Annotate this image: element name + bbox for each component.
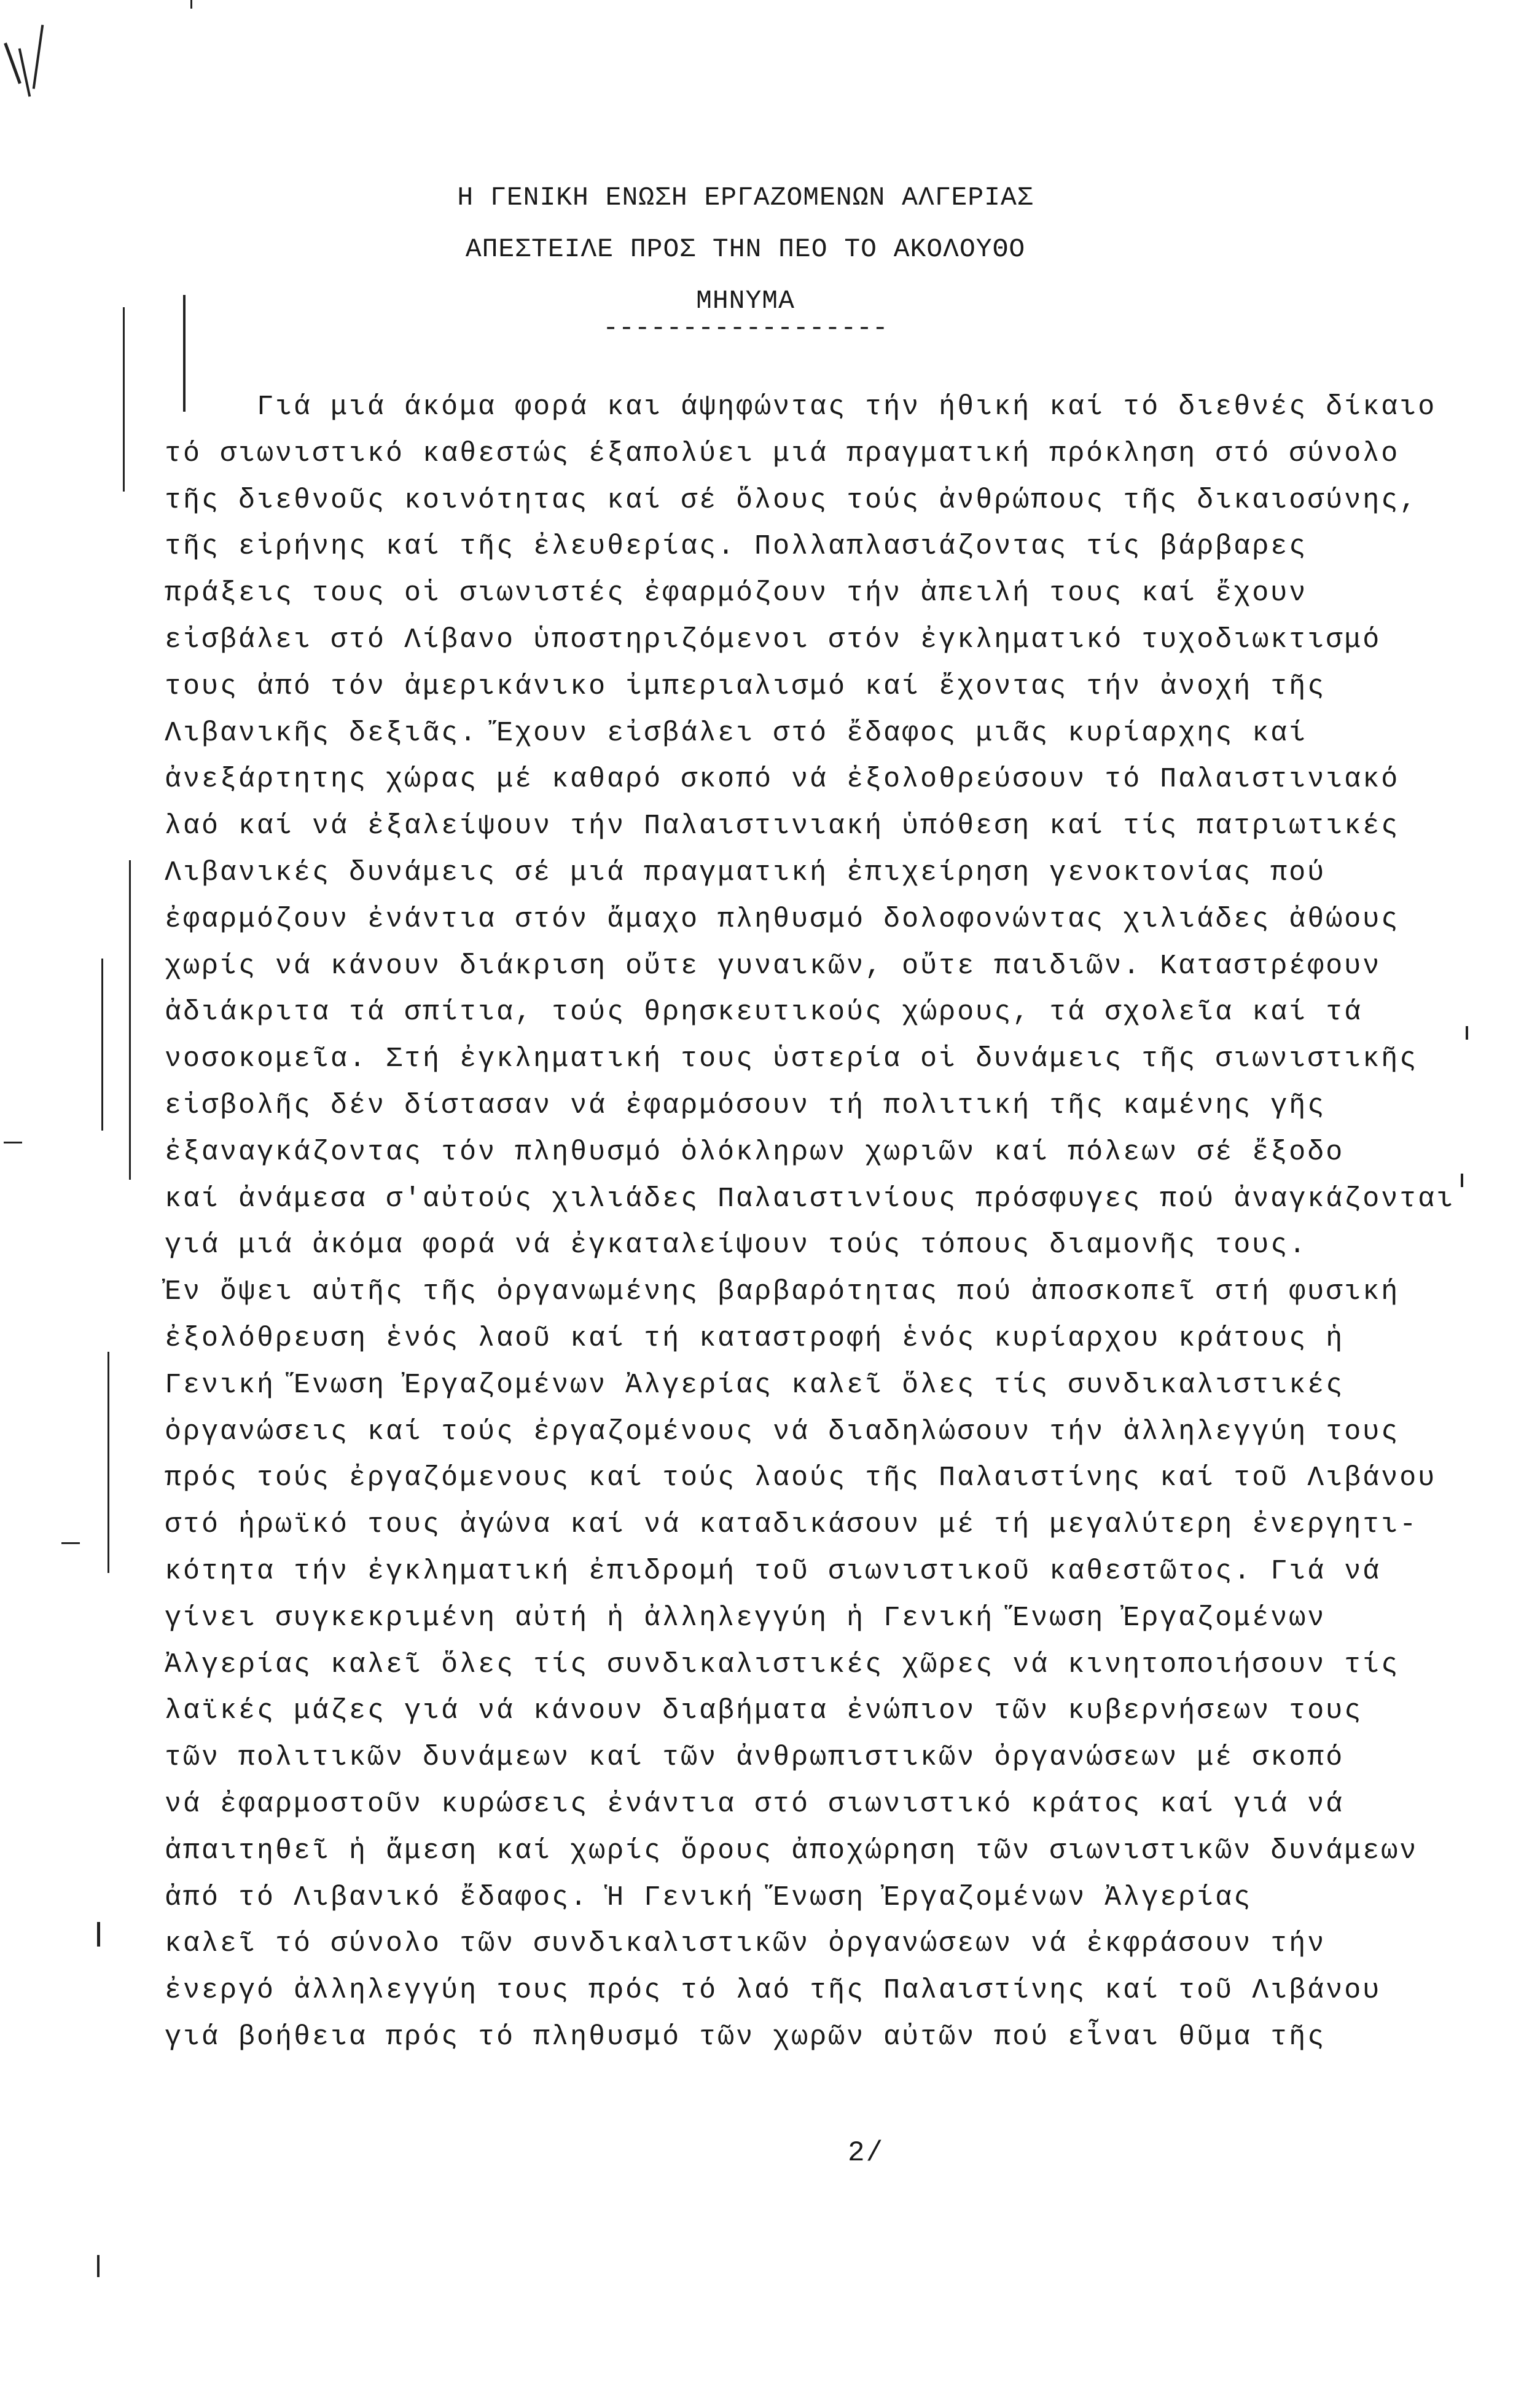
- body-line: κότητα τήν ἐγκληματική ἐπιδρομή τοῦ σιωνιστικοῦ καθεστῶτος. Γιά νά: [165, 1555, 1382, 1587]
- body-line: στό ἡρωϊκό τους ἀγώνα καί νά καταδικάσουν μέ τή μεγαλύτερη ἐνεργητι-: [165, 1509, 1418, 1541]
- body-line: ἀνεξάρτητης χώρας μέ καθαρό σκοπό νά ἐξολοθρεύσουν τό Παλαιστινιακό: [165, 764, 1400, 796]
- body-line: τό σιωνιστικό καθεστώς έξαπολύει μιά πραγματική πρόκληση στό σύνολο: [165, 437, 1400, 469]
- body-line: ἐφαρμόζουν ἐνάντια στόν ἄμαχο πληθυσμό δολοφονώντας χιλιάδες ἀθώους: [165, 903, 1400, 935]
- scan-mark-top-left: [33, 25, 44, 89]
- body-line: νοσοκομεῖα. Στή ἐγκληματική τους ὑστερία οἱ δυνάμεις τῆς σιωνιστικῆς: [165, 1043, 1418, 1075]
- body-line: λαϊκές μάζες γιά νά κάνουν διαβήματα ἐνώπιον τῶν κυβερνήσεων τους: [165, 1695, 1363, 1727]
- message-body: [165, 384, 1467, 2061]
- page-number: 2/: [848, 2137, 885, 2169]
- body-line: Ἐν ὄψει αὐτῆς τῆς ὀργανωμένης βαρβαρότητας πού ἀποσκοπεῖ στή φυσική: [165, 1276, 1400, 1308]
- body-line: χωρίς νά κάνουν διάκριση οὔτε γυναικῶν, οὔτε παιδιῶν. Καταστρέφουν: [165, 950, 1382, 982]
- body-line: ἐνεργό ἀλληλεγγύη τους πρός τό λαό τῆς Παλαιστίνης καί τοῦ Λιβάνου: [165, 1975, 1382, 2007]
- heading-line-3: ΜΗΝΥΜΑ: [696, 286, 795, 316]
- margin-dot: [97, 1922, 100, 1947]
- margin-bar: [129, 860, 131, 1180]
- body-line: νά ἐφαρμοστοῦν κυρώσεις ἐνάντια στό σιωνιστικό κράτος καί γιά νά: [165, 1788, 1345, 1820]
- body-line: τους ἀπό τόν ἀμερικάνικο ἰμπεριαλισμό καί ἔχοντας τήν ἀνοχή τῆς: [165, 670, 1326, 702]
- body-line: ἀδιάκριτα τά σπίτια, τούς θρησκευτικούς χώρους, τά σχολεῖα καί τά: [165, 997, 1363, 1029]
- body-line: ἀπαιτηθεῖ ἡ ἄμεση καί χωρίς ὅρους ἀποχώρηση τῶν σιωνιστικῶν δυνάμεων: [165, 1835, 1418, 1867]
- body-line: ὀργανώσεις καί τούς ἐργαζομένους νά διαδηλώσουν τήν ἀλληλεγγύη τους: [165, 1416, 1400, 1448]
- body-line: τῶν πολιτικῶν δυνάμεων καί τῶν ἀνθρωπιστικῶν ὀργανώσεων μέ σκοπό: [165, 1742, 1345, 1774]
- scan-mark-top-left: [18, 48, 31, 96]
- document-heading: [0, 172, 1540, 354]
- body-line: Ἀλγερίας καλεῖ ὅλες τίς συνδικαλιστικές χῶρες νά κινητοποιήσουν τίς: [165, 1649, 1400, 1680]
- body-line: τῆς εἰρήνης καί τῆς ἐλευθερίας. Πολλαπλασιάζοντας τίς βάρβαρες: [165, 531, 1308, 563]
- body-line: καλεῖ τό σύνολο τῶν συνδικαλιστικῶν ὀργανώσεων νά ἐκφράσουν τήν: [165, 1928, 1326, 1960]
- body-line: γιά βοήθεια πρός τό πληθυσμό τῶν χωρῶν αὐτῶν πού εἶναι θῦμα τῆς: [165, 2021, 1326, 2053]
- heading-line-1: Η ΓΕΝΙΚΗ ΕΝΩΣΗ ΕΡΓΑΖΟΜΕΝΩΝ ΑΛΓΕΡΙΑΣ: [457, 182, 1034, 213]
- body-line: Λιβανικῆς δεξιᾶς. Ἔχουν εἰσβάλει στό ἔδαφος μιᾶς κυρίαρχης καί: [165, 717, 1308, 749]
- body-line: καί ἀνάμεσα σ'αὐτούς χιλιάδες Παλαιστινίους πρόσφυγες πού ἀναγκάζονται: [165, 1183, 1455, 1215]
- body-line: τῆς διεθνοῦς κοινότητας καί σέ ὅλους τούς ἀνθρώπους τῆς δικαιοσύνης,: [165, 484, 1418, 516]
- margin-dash: [4, 1142, 22, 1143]
- margin-bar: [107, 1352, 109, 1573]
- body-line: Γιά μιά άκόμα φορά και άψηφώντας τήν ήθική καί τό διεθνές δίκαιο: [165, 391, 1437, 423]
- heading-line-2: ΑΠΕΣΤΕΙΛΕ ΠΡΟΣ ΤΗΝ ΠΕΟ ΤΟ ΑΚΟΛΟΥΘΟ: [465, 234, 1026, 264]
- body-line: γίνει συγκεκριμένη αὐτή ἡ ἀλληλεγγύη ἡ Γενική Ἕνωση Ἐργαζομένων: [165, 1602, 1326, 1634]
- margin-bar: [101, 959, 103, 1131]
- scan-mark-top: [190, 0, 192, 9]
- body-line: Λιβανικές δυνάμεις σέ μιά πραγματική ἐπιχείρηση γενοκτονίας πού: [165, 857, 1326, 888]
- body-line: ἐξολόθρευση ἑνός λαοῦ καί τή καταστροφή ἑνός κυρίαρχου κράτους ἡ: [165, 1322, 1345, 1354]
- body-line: λαό καί νά ἐξαλείψουν τήν Παλαιστινιακή ὑπόθεση καί τίς πατριωτικές: [165, 810, 1400, 842]
- body-line: πρός τούς ἐργαζόμενους καί τούς λαούς τῆς Παλαιστίνης καί τοῦ Λιβάνου: [165, 1462, 1437, 1494]
- body-line: ἀπό τό Λιβανικό ἔδαφος. Ἡ Γενική Ἕνωση Ἐργαζομένων Ἀλγερίας: [165, 1881, 1253, 1913]
- body-line: εἰσβάλει στό Λίβανο ὑποστηριζόμενοι στόν ἐγκληματικό τυχοδιωκτισμό: [165, 624, 1382, 656]
- body-line: εἰσβολῆς δέν δίστασαν νά ἐφαρμόσουν τή πολιτική τῆς καμένης γῆς: [165, 1089, 1326, 1121]
- body-line: πράξεις τους οἱ σιωνιστές ἐφαρμόζουν τήν ἀπειλή τους καί ἔχουν: [165, 578, 1308, 610]
- heading-rule: ------------------: [603, 313, 888, 343]
- body-line: ἐξαναγκάζοντας τόν πληθυσμό ὁλόκληρων χωριῶν καί πόλεων σέ ἔξοδο: [165, 1136, 1345, 1168]
- body-line: γιά μιά ἀκόμα φορά νά ἐγκαταλείψουν τούς τόπους διαμονῆς τους.: [165, 1229, 1308, 1261]
- body-line: Γενική Ἕνωση Ἐργαζομένων Ἀλγερίας καλεῖ ὅλες τίς συνδικαλιστικές: [165, 1369, 1345, 1401]
- margin-dash: [61, 1542, 80, 1544]
- margin-dot: [97, 2255, 100, 2277]
